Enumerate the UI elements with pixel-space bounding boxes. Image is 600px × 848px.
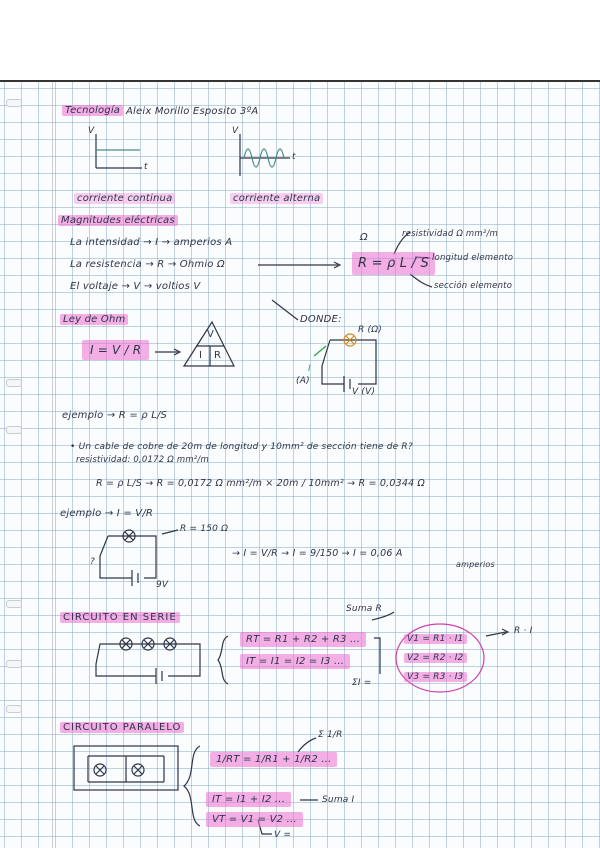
triangle-r: R	[214, 350, 222, 361]
voltage-line: El voltaje → V → voltios V	[70, 281, 201, 292]
example1-heading: ejemplo → R = ρ L/S	[62, 410, 168, 421]
parallel-heading: CIRCUITO PARALELO	[60, 722, 184, 733]
length-note: longitud elemento	[432, 253, 514, 263]
omega-mark: Ω	[360, 232, 368, 243]
series-sum-r: Suma R	[346, 604, 383, 614]
example2-r: R = 150 Ω	[180, 524, 229, 534]
parallel-it: IT = I1 + I2 ...	[206, 792, 291, 807]
example1-problem: • Un cable de cobre de 20m de longitud y 10mm² de sección tiene de R?	[70, 442, 413, 452]
series-vt: ΣI =	[352, 678, 372, 688]
example2-question: ?	[90, 557, 95, 567]
donde-i-label: I	[308, 364, 311, 374]
donde-label: DONDE:	[300, 314, 342, 325]
parallel-vt: VT = V1 = V2 ...	[206, 812, 303, 827]
parallel-inv-note: Σ 1/R	[318, 730, 343, 740]
series-v2: V2 = R2 · I2	[404, 653, 467, 663]
magnitudes-heading: Magnitudes eléctricas	[58, 215, 178, 226]
ohm-formula: I = V / R	[82, 340, 149, 360]
parallel-sum-i: Suma I	[322, 795, 355, 805]
triangle-v: V	[207, 329, 215, 340]
dc-graph	[96, 134, 142, 168]
series-it: IT = I1 = I2 = I3 ...	[240, 654, 350, 669]
ac-axis-y: V	[232, 126, 239, 136]
resistivity-note: resistividad Ω mm²/m	[402, 229, 499, 239]
triangle-i: I	[199, 350, 203, 361]
ac-label: corriente alterna	[230, 193, 323, 204]
example2-solution: → I = V/R → I = 9/150 → I = 0,06 A	[232, 548, 403, 559]
parallel-v-eq: V =	[274, 830, 292, 840]
resistance-formula: R = ρ L / S	[352, 252, 435, 275]
donde-circuit	[322, 340, 376, 392]
resistance-line: La resistencia → R → Ohmio Ω	[70, 259, 225, 270]
series-circuit	[96, 638, 200, 684]
ac-axis-x: t	[292, 152, 296, 162]
parallel-rt: 1/RT = 1/R1 + 1/R2 ...	[210, 752, 337, 767]
donde-r-label: R (Ω)	[358, 325, 383, 335]
example2-heading: ejemplo → I = V/R	[60, 508, 154, 519]
dc-axis-x: t	[144, 162, 148, 172]
ohm-heading: Ley de Ohm	[60, 314, 128, 325]
donde-v-label: V (V)	[352, 387, 376, 397]
series-v3: V3 = R3 · I3	[404, 672, 467, 682]
example1-solution: R = ρ L/S → R = 0,0172 Ω mm²/m × 20m / 10mm² → R = 0,0344 Ω	[96, 478, 425, 489]
series-v1: V1 = R1 · I1	[404, 634, 467, 644]
intensity-line: La intensidad → I → amperios A	[70, 237, 233, 248]
series-note: R · I	[514, 626, 533, 636]
series-rt: RT = R1 + R2 + R3 ...	[240, 632, 366, 647]
example1-given: resistividad: 0,0172 Ω mm²/m	[76, 455, 209, 465]
example2-v: 9V	[156, 580, 169, 590]
ac-graph	[240, 134, 290, 176]
example2-circuit	[100, 530, 178, 586]
section-note: sección elemento	[434, 281, 513, 291]
parallel-circuit	[74, 746, 178, 790]
author-name: Aleix Morillo Esposito 3ºA	[126, 106, 259, 117]
series-heading: CIRCUITO EN SERIE	[60, 612, 180, 623]
dc-label: corriente continua	[74, 193, 175, 204]
dc-axis-y: V	[88, 126, 95, 136]
donde-a-label: (A)	[296, 376, 310, 386]
page-title: Tecnología	[62, 105, 123, 116]
example2-unit: amperios	[456, 560, 495, 569]
